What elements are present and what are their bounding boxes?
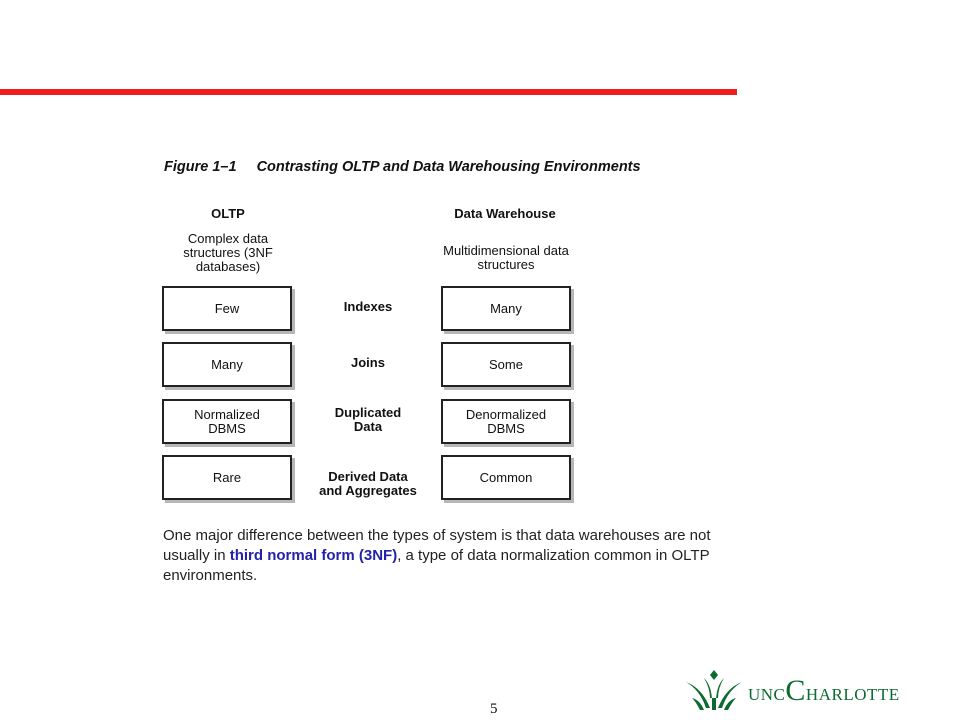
paragraph-text-start: One major difference between the types of system is that data warehouses are not usually in xyxy=(163,527,711,564)
dw-cell: Some xyxy=(441,342,571,387)
title-rule xyxy=(0,89,737,95)
figure-number: Figure 1–1 xyxy=(164,159,237,175)
crown-emblem-icon xyxy=(682,668,746,714)
explanation-paragraph xyxy=(163,526,743,586)
oltp-cell: Few xyxy=(162,286,292,331)
oltp-heading: OLTP xyxy=(211,206,245,221)
logo-initial: C xyxy=(785,674,806,707)
figure-title xyxy=(164,159,641,175)
dw-heading: Data Warehouse xyxy=(454,206,556,221)
oltp-cell: Many xyxy=(162,342,292,387)
figure-caption: Contrasting OLTP and Data Warehousing Environments xyxy=(256,159,641,175)
page-number: 5 xyxy=(490,701,498,717)
criterion-label: Derived Data and Aggregates xyxy=(319,469,417,498)
paragraph-text-end: , a type of data normalization common in OLTP environments. xyxy=(163,547,710,584)
logo-prefix: UNC xyxy=(748,685,786,704)
oltp-cell: Normalized DBMS xyxy=(162,399,292,444)
dw-subheading: Multidimensional data structures xyxy=(443,243,569,272)
criterion-label: Joins xyxy=(351,355,385,370)
oltp-subheading: Complex data structures (3NF databases) xyxy=(183,231,273,274)
criterion-label: Duplicated Data xyxy=(334,405,402,434)
dw-cell: Common xyxy=(441,455,571,500)
oltp-cell: Rare xyxy=(162,455,292,500)
dw-cell: Many xyxy=(441,286,571,331)
dw-cell: Denormalized DBMS xyxy=(441,399,571,444)
unc-charlotte-logo xyxy=(682,668,900,714)
logo-rest: HARLOTTE xyxy=(805,685,900,704)
criterion-label: Indexes xyxy=(343,299,393,314)
paragraph-highlight: third normal form (3NF) xyxy=(229,547,398,564)
logo-wordmark xyxy=(748,674,900,708)
